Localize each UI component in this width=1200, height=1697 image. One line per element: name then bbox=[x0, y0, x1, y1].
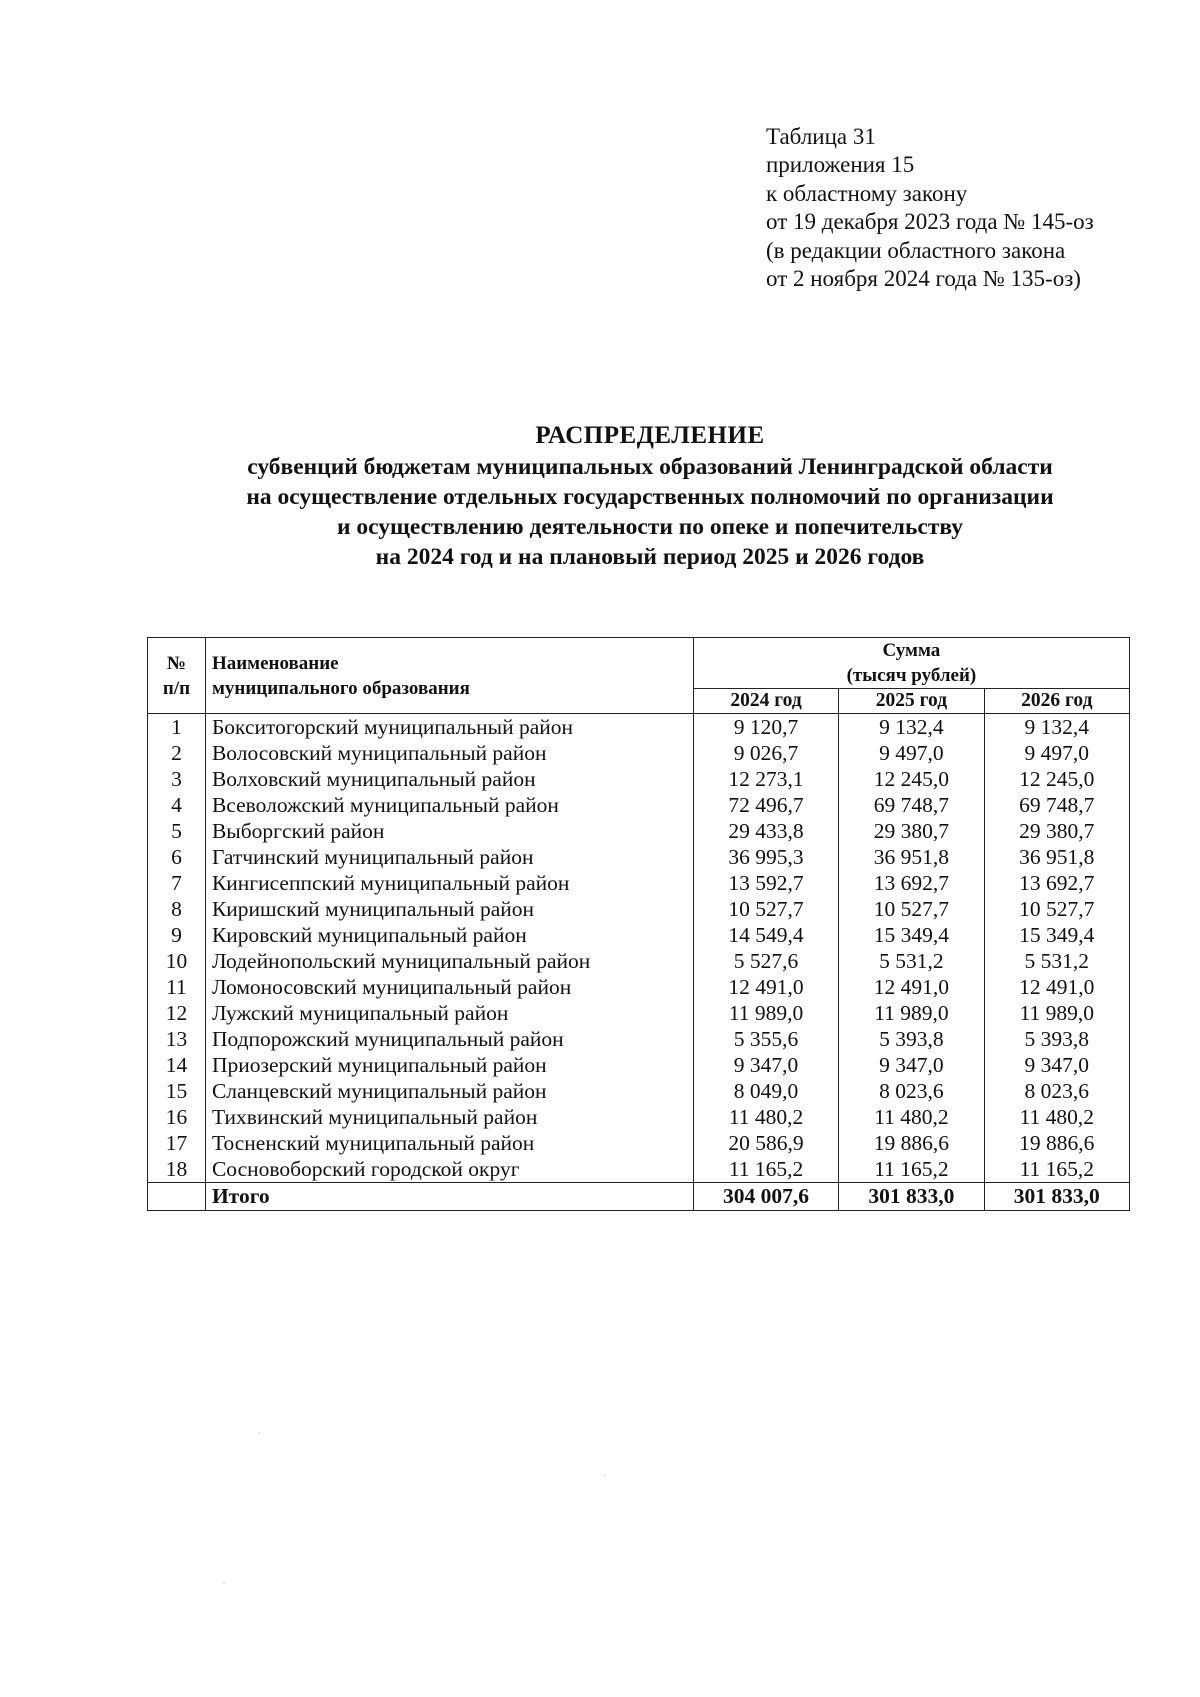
row-value-2024: 12 491,0 bbox=[693, 974, 838, 1000]
row-municipality-name: Кингисеппский муниципальный район bbox=[205, 870, 693, 896]
table-row bbox=[148, 844, 1130, 870]
scan-speck bbox=[604, 1474, 606, 1476]
row-value-2026: 19 886,6 bbox=[984, 1130, 1129, 1156]
row-value-2025: 36 951,8 bbox=[839, 844, 984, 870]
table-row bbox=[148, 974, 1130, 1000]
row-municipality-name: Волховский муниципальный район bbox=[205, 766, 693, 792]
row-municipality-name: Тосненский муниципальный район bbox=[205, 1130, 693, 1156]
table-row bbox=[148, 740, 1130, 766]
row-value-2025: 11 480,2 bbox=[839, 1104, 984, 1130]
table-row bbox=[148, 1078, 1130, 1104]
row-value-2025: 11 165,2 bbox=[839, 1156, 984, 1183]
row-value-2026: 15 349,4 bbox=[984, 922, 1129, 948]
row-number: 9 bbox=[148, 922, 206, 948]
row-municipality-name: Выборгский район bbox=[205, 818, 693, 844]
row-value-2024: 20 586,9 bbox=[693, 1130, 838, 1156]
row-number: 6 bbox=[148, 844, 206, 870]
table-row bbox=[148, 896, 1130, 922]
header-year-2026: 2026 год bbox=[984, 689, 1129, 714]
table-row bbox=[148, 1052, 1130, 1078]
row-value-2024: 9 120,7 bbox=[693, 714, 838, 741]
table-row bbox=[148, 1156, 1130, 1183]
row-value-2024: 11 165,2 bbox=[693, 1156, 838, 1183]
header-sum bbox=[693, 638, 1129, 689]
row-number: 5 bbox=[148, 818, 206, 844]
header-num bbox=[148, 638, 206, 714]
header-sum-line: (тысяч рублей) bbox=[846, 665, 977, 686]
row-value-2026: 9 347,0 bbox=[984, 1052, 1129, 1078]
header-name bbox=[205, 638, 693, 714]
row-value-2024: 12 273,1 bbox=[693, 766, 838, 792]
table-row bbox=[148, 714, 1130, 741]
row-value-2026: 5 393,8 bbox=[984, 1026, 1129, 1052]
row-value-2024: 10 527,7 bbox=[693, 896, 838, 922]
row-value-2026: 10 527,7 bbox=[984, 896, 1129, 922]
header-year-2024: 2024 год bbox=[693, 689, 838, 714]
title-line: на осуществление отдельных государственных полномочий по организации bbox=[246, 484, 1054, 510]
table-row bbox=[148, 922, 1130, 948]
row-municipality-name: Всеволожский муниципальный район bbox=[205, 792, 693, 818]
row-value-2025: 15 349,4 bbox=[839, 922, 984, 948]
row-municipality-name: Тихвинский муниципальный район bbox=[205, 1104, 693, 1130]
row-value-2024: 72 496,7 bbox=[693, 792, 838, 818]
row-municipality-name: Волосовский муниципальный район bbox=[205, 740, 693, 766]
row-municipality-name: Гатчинский муниципальный район bbox=[205, 844, 693, 870]
row-value-2025: 69 748,7 bbox=[839, 792, 984, 818]
row-municipality-name: Бокситогорский муниципальный район bbox=[205, 714, 693, 741]
row-value-2024: 5 355,6 bbox=[693, 1026, 838, 1052]
table-row bbox=[148, 1026, 1130, 1052]
row-value-2024: 9 026,7 bbox=[693, 740, 838, 766]
table-row bbox=[148, 1104, 1130, 1130]
scan-speck bbox=[258, 1432, 260, 1434]
row-value-2025: 5 531,2 bbox=[839, 948, 984, 974]
row-number: 1 bbox=[148, 714, 206, 741]
row-value-2025: 9 132,4 bbox=[839, 714, 984, 741]
row-value-2026: 8 023,6 bbox=[984, 1078, 1129, 1104]
header-sum-line: Сумма bbox=[882, 640, 941, 661]
row-number: 18 bbox=[148, 1156, 206, 1183]
title-line: на 2024 год и на плановый период 2025 и 2026 годов bbox=[375, 544, 925, 570]
row-value-2025: 8 023,6 bbox=[839, 1078, 984, 1104]
row-value-2026: 12 245,0 bbox=[984, 766, 1129, 792]
table-row bbox=[148, 870, 1130, 896]
row-value-2026: 5 531,2 bbox=[984, 948, 1129, 974]
row-value-2026: 69 748,7 bbox=[984, 792, 1129, 818]
document-title bbox=[120, 420, 1180, 572]
appendix-line: (в редакции областного закона bbox=[766, 237, 1066, 263]
row-value-2026: 9 132,4 bbox=[984, 714, 1129, 741]
row-municipality-name: Сосновоборский городской округ bbox=[205, 1156, 693, 1183]
table-row bbox=[148, 818, 1130, 844]
table-body bbox=[148, 714, 1130, 1183]
scan-speck bbox=[223, 1582, 225, 1584]
row-value-2026: 13 692,7 bbox=[984, 870, 1129, 896]
appendix-line: от 2 ноября 2024 года № 135-оз) bbox=[766, 266, 1081, 292]
row-value-2024: 13 592,7 bbox=[693, 870, 838, 896]
row-number: 3 bbox=[148, 766, 206, 792]
appendix-line: к областному закону bbox=[766, 180, 968, 206]
row-value-2026: 29 380,7 bbox=[984, 818, 1129, 844]
row-value-2026: 11 480,2 bbox=[984, 1104, 1129, 1130]
row-value-2026: 36 951,8 bbox=[984, 844, 1129, 870]
row-value-2024: 9 347,0 bbox=[693, 1052, 838, 1078]
row-value-2025: 19 886,6 bbox=[839, 1130, 984, 1156]
row-value-2025: 9 497,0 bbox=[839, 740, 984, 766]
row-value-2025: 10 527,7 bbox=[839, 896, 984, 922]
row-number: 15 bbox=[148, 1078, 206, 1104]
total-2026: 301 833,0 bbox=[984, 1183, 1129, 1211]
total-label: Итого bbox=[205, 1183, 693, 1211]
total-num-cell bbox=[148, 1183, 206, 1211]
row-value-2024: 11 480,2 bbox=[693, 1104, 838, 1130]
table-row bbox=[148, 948, 1130, 974]
row-number: 2 bbox=[148, 740, 206, 766]
row-value-2024: 14 549,4 bbox=[693, 922, 838, 948]
row-number: 7 bbox=[148, 870, 206, 896]
row-municipality-name: Подпорожский муниципальный район bbox=[205, 1026, 693, 1052]
row-value-2024: 11 989,0 bbox=[693, 1000, 838, 1026]
total-2024: 304 007,6 bbox=[693, 1183, 838, 1211]
row-municipality-name: Кировский муниципальный район bbox=[205, 922, 693, 948]
appendix-line: приложения 15 bbox=[766, 152, 915, 178]
header-num-line: № bbox=[166, 652, 187, 674]
row-number: 17 bbox=[148, 1130, 206, 1156]
total-2025: 301 833,0 bbox=[839, 1183, 984, 1211]
row-value-2025: 13 692,7 bbox=[839, 870, 984, 896]
total-row bbox=[148, 1183, 1130, 1211]
distribution-table bbox=[147, 637, 1130, 1211]
row-number: 4 bbox=[148, 792, 206, 818]
row-value-2024: 36 995,3 bbox=[693, 844, 838, 870]
row-number: 8 bbox=[148, 896, 206, 922]
row-value-2025: 29 380,7 bbox=[839, 818, 984, 844]
row-municipality-name: Киришский муниципальный район bbox=[205, 896, 693, 922]
header-num-line: п/п bbox=[162, 677, 191, 699]
row-municipality-name: Лодейнопольский муниципальный район bbox=[205, 948, 693, 974]
row-value-2024: 5 527,6 bbox=[693, 948, 838, 974]
row-number: 12 bbox=[148, 1000, 206, 1026]
table-row bbox=[148, 792, 1130, 818]
row-value-2025: 12 491,0 bbox=[839, 974, 984, 1000]
row-value-2026: 11 165,2 bbox=[984, 1156, 1129, 1183]
row-number: 10 bbox=[148, 948, 206, 974]
row-value-2026: 11 989,0 bbox=[984, 1000, 1129, 1026]
row-value-2025: 11 989,0 bbox=[839, 1000, 984, 1026]
row-value-2026: 12 491,0 bbox=[984, 974, 1129, 1000]
header-name-line: Наименование bbox=[211, 652, 339, 674]
row-municipality-name: Ломоносовский муниципальный район bbox=[205, 974, 693, 1000]
title-main: РАСПРЕДЕЛЕНИЕ bbox=[535, 422, 765, 449]
row-value-2024: 8 049,0 bbox=[693, 1078, 838, 1104]
row-value-2025: 5 393,8 bbox=[839, 1026, 984, 1052]
header-name-line: муниципального образования bbox=[211, 677, 470, 699]
row-municipality-name: Лужский муниципальный район bbox=[205, 1000, 693, 1026]
row-number: 16 bbox=[148, 1104, 206, 1130]
table-row bbox=[148, 1000, 1130, 1026]
row-value-2024: 29 433,8 bbox=[693, 818, 838, 844]
table-row bbox=[148, 766, 1130, 792]
title-line: и осуществлению деятельности по опеке и попечительству bbox=[337, 514, 963, 540]
header-year-2025: 2025 год bbox=[839, 689, 984, 714]
title-line: субвенций бюджетам муниципальных образований Ленинградской области bbox=[247, 454, 1053, 480]
row-number: 14 bbox=[148, 1052, 206, 1078]
row-value-2025: 9 347,0 bbox=[839, 1052, 984, 1078]
row-municipality-name: Приозерский муниципальный район bbox=[205, 1052, 693, 1078]
row-value-2026: 9 497,0 bbox=[984, 740, 1129, 766]
appendix-note bbox=[766, 123, 1094, 293]
table-row bbox=[148, 1130, 1130, 1156]
row-number: 11 bbox=[148, 974, 206, 1000]
appendix-line: от 19 декабря 2023 года № 145-оз bbox=[766, 209, 1094, 235]
row-municipality-name: Сланцевский муниципальный район bbox=[205, 1078, 693, 1104]
appendix-line: Таблица 31 bbox=[766, 124, 876, 149]
row-number: 13 bbox=[148, 1026, 206, 1052]
row-value-2025: 12 245,0 bbox=[839, 766, 984, 792]
